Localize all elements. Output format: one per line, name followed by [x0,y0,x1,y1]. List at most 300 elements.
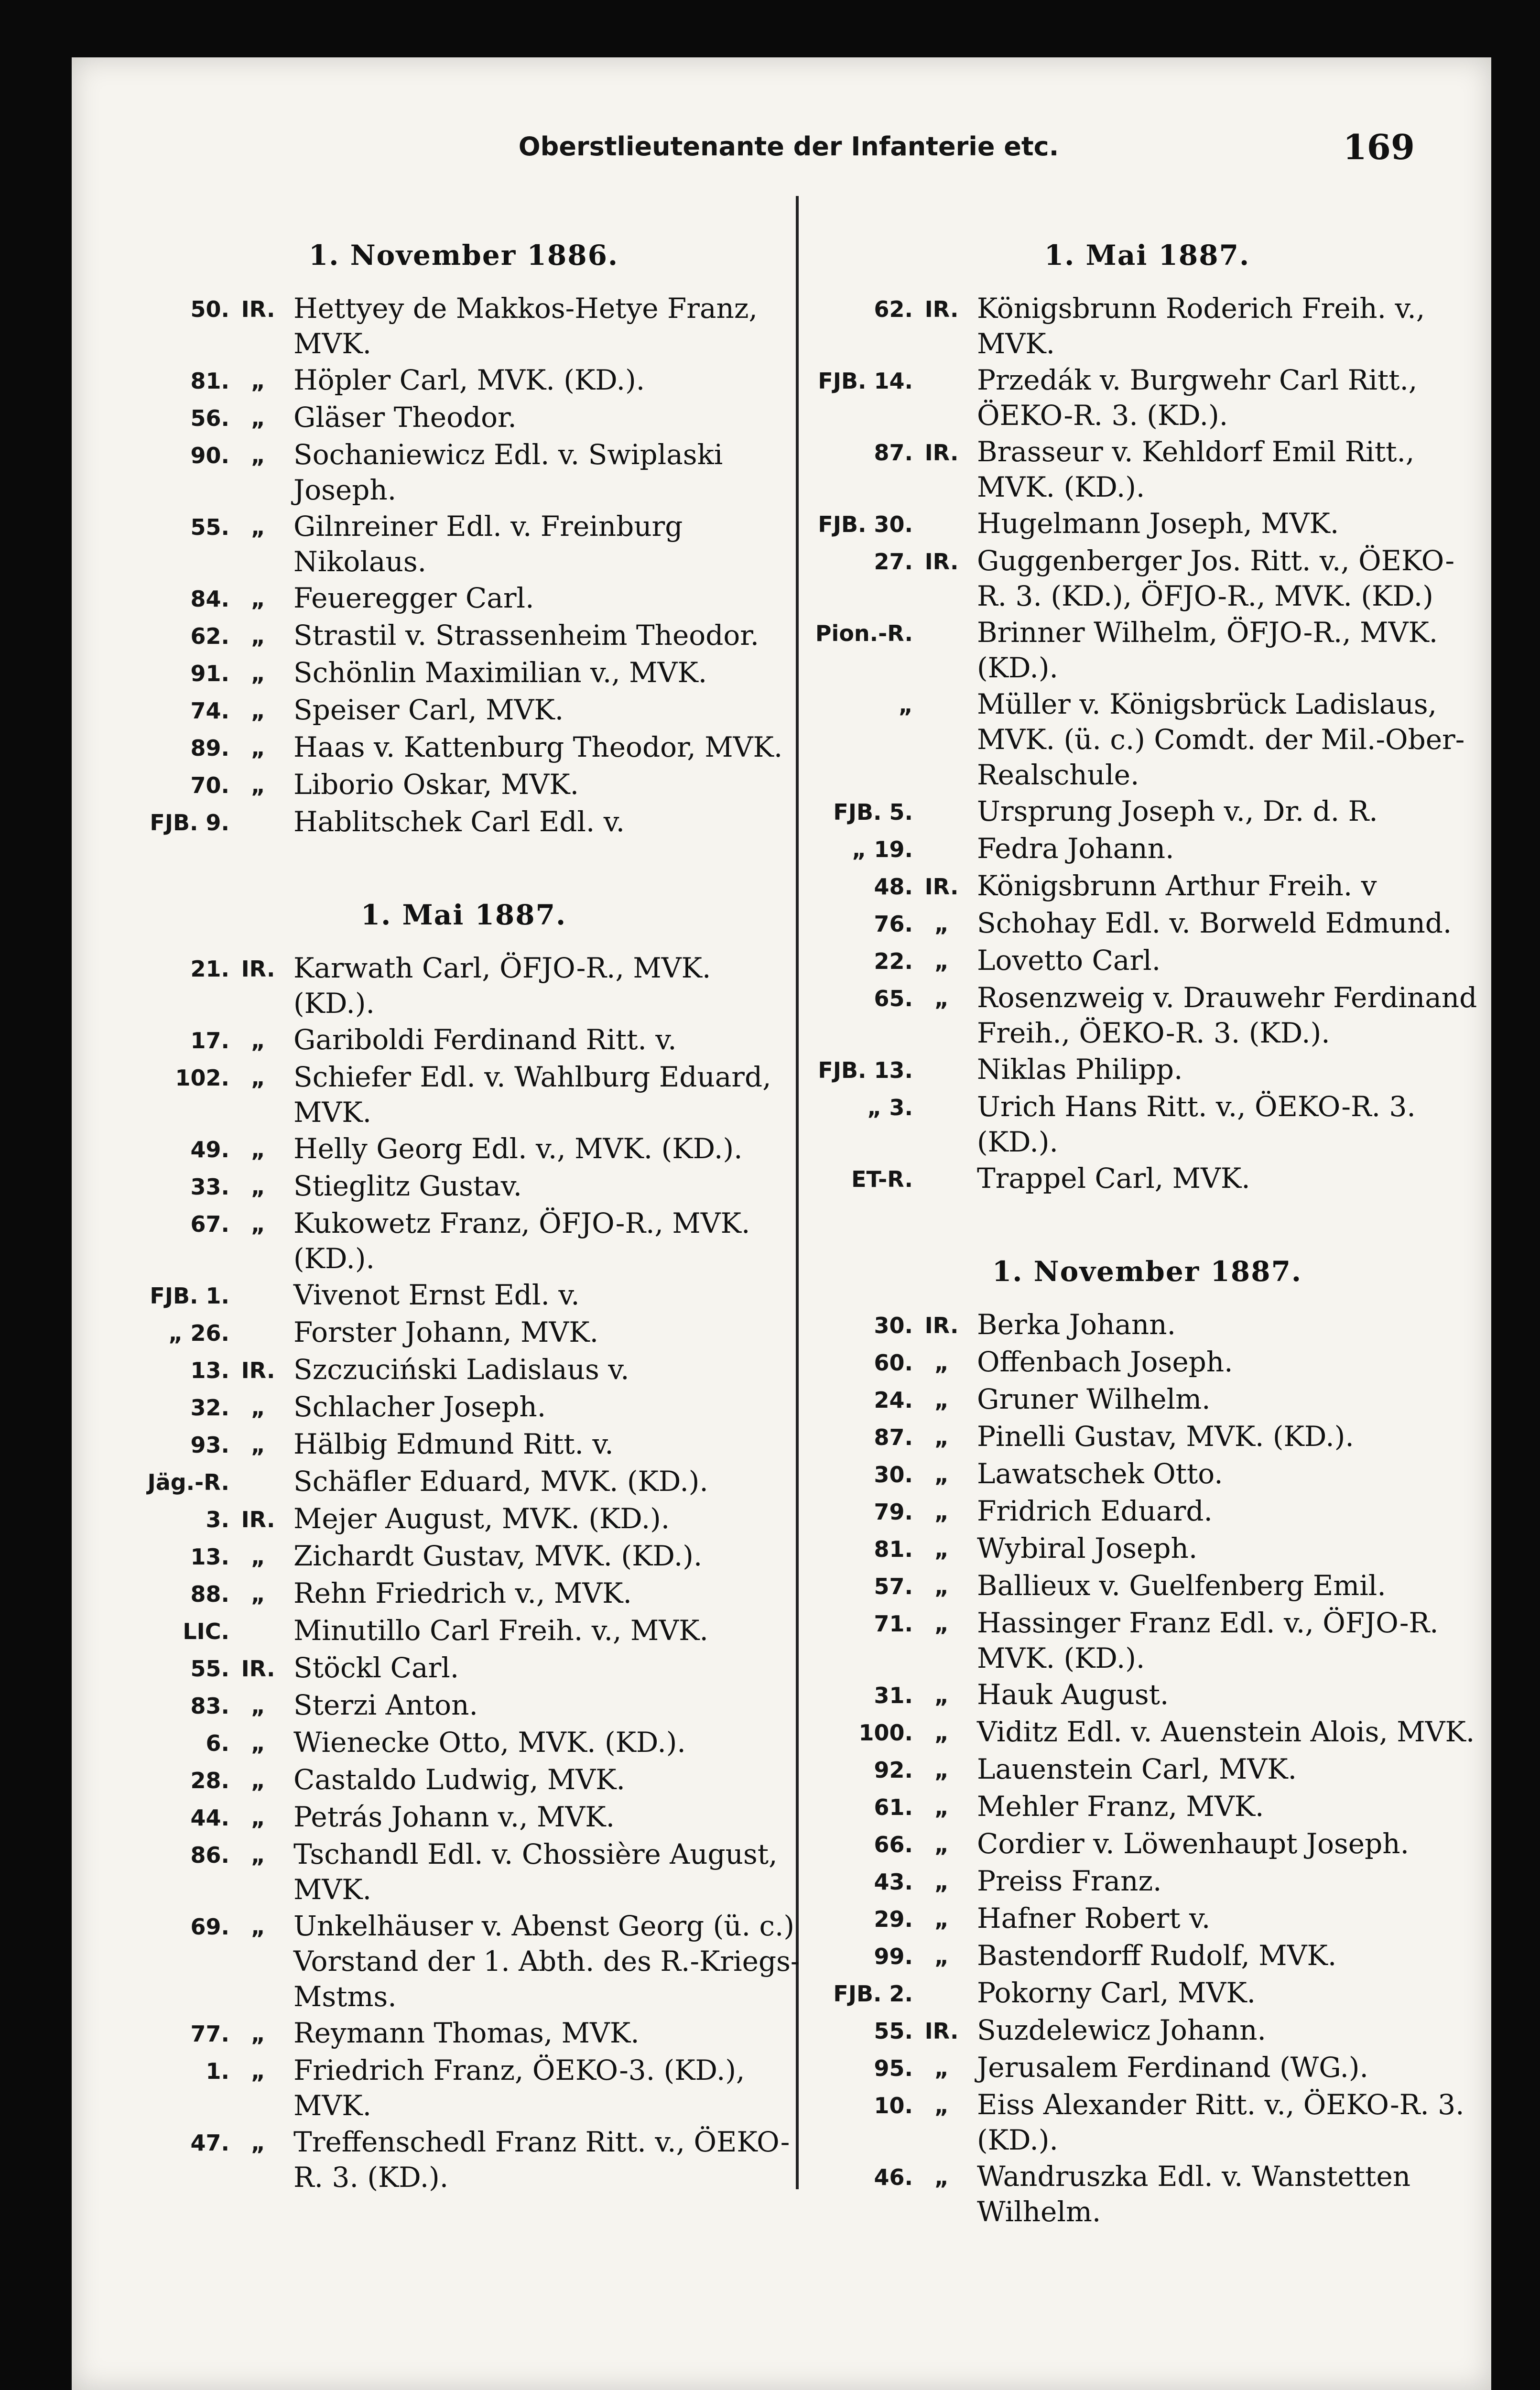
entry-name: Gläser Theodor. [293,401,517,434]
roster-entry [124,1022,803,1058]
section-gap [124,841,803,899]
roster-entry [124,950,803,1021]
roster-entry [124,437,803,508]
entry-regiment: „ [934,1794,949,1820]
roster-entry [808,1789,1486,1825]
entry-rank-number: Jäg.-R. [147,1469,229,1495]
roster-entry [124,1131,803,1167]
entry-rank-number: 84. [190,586,229,612]
entry-rank-number: 90. [190,443,229,468]
entry-name: Forster Johann, MVK. [293,1316,598,1348]
roster-entry [808,1568,1486,1604]
entry-regiment [229,1464,287,1500]
entry-regiment: „ [250,1842,266,1868]
entry-rank-number: 66. [874,1832,913,1858]
entry-rank-number: FJB. 1. [150,1283,229,1309]
entry-name: Müller v. Königsbrück Ladislaus, MVK. (ü. c.) Comdt. der Mil.-Ober-Realschule. [977,688,1465,791]
entry-name: Sochaniewicz Edl. v. Swiplaski Joseph. [293,438,723,506]
entry-name: Gruner Wilhelm. [977,1383,1211,1415]
entry-regiment: „ [934,1536,949,1562]
entry-name: Reymann Thomas, MVK. [293,2017,640,2049]
entry-rank-number: 89. [190,735,229,761]
entry-name: Offenbach Joseph. [977,1346,1233,1378]
entry-rank-number: 92. [874,1757,913,1783]
page-header [72,127,1491,174]
roster-entry [124,1314,803,1351]
roster-entry [808,1531,1486,1567]
roster-entry [808,686,1486,793]
roster-entry [808,2012,1486,2049]
entry-regiment [913,793,970,830]
entry-name: Ballieux v. Guelfenberg Emil. [977,1569,1386,1602]
entry-name: Vivenot Ernst Edl. v. [293,1279,580,1311]
entry-regiment: IR. [924,296,959,322]
entry-regiment: IR. [241,1358,275,1383]
entry-name: Tschandl Edl. v. Chossière August, MVK. [293,1838,778,1906]
entry-rank-number: 74. [190,698,229,724]
roster-entry [124,1464,803,1500]
entry-name: Karwath Carl, ÖFJO-R., MVK. (KD.). [293,952,711,1020]
roster-entry [808,2050,1486,2086]
entry-regiment: „ [934,2164,949,2190]
entry-regiment: „ [250,1768,266,1793]
roster-entry [808,1493,1486,1530]
entry-regiment: „ [934,986,949,1011]
entry-regiment: „ [250,1432,266,1458]
entry-regiment: IR. [241,956,275,982]
roster-entry [808,831,1486,867]
entry-name: Gariboldi Ferdinand Ritt. v. [293,1023,677,1056]
entry-regiment: „ [934,1906,949,1932]
roster-entry [124,1650,803,1686]
entry-name: Rosenzweig v. Drauwehr Ferdinand Freih., ÖEKO-R. 3. (KD.). [977,981,1477,1049]
roster-entry [124,1687,803,1724]
roster-entry [124,291,803,361]
entry-rank-number: 88. [190,1581,229,1607]
entry-regiment [913,615,970,685]
entry-regiment: „ [250,698,266,724]
entry-rank-number: 13. [190,1544,229,1570]
entry-rank-number: 44. [190,1805,229,1831]
entry-rank-number: 62. [190,623,229,649]
roster-entry [124,729,803,766]
roster-entry [124,1725,803,1761]
roster-entry [808,291,1486,361]
entry-regiment [913,1089,970,1160]
entry-rank-number: 30. [874,1462,913,1488]
entry-rank-number: 17. [190,1028,229,1054]
entry-rank-number: 76. [874,911,913,937]
entry-regiment: IR. [241,296,275,322]
entry-name: Königsbrunn Roderich Freih. v., MVK. [977,292,1425,360]
entry-regiment: „ [250,405,266,431]
roster-entry [124,804,803,840]
entry-name: Brinner Wilhelm, ÖFJO-R., MVK. (KD.). [977,616,1438,684]
entry-rank-number: 81. [874,1536,913,1562]
roster-entry [124,1389,803,1425]
entry-regiment: „ [250,514,266,540]
entry-regiment: „ [934,1869,949,1895]
entry-name: Hassinger Franz Edl. v., ÖFJO-R. MVK. (KD.). [977,1607,1439,1674]
entry-regiment: „ [934,911,949,937]
entry-name: Schäfler Eduard, MVK. (KD.). [293,1465,708,1498]
entry-name: Przedák v. Burgwehr Carl Ritt., ÖEKO-R. 3. (KD.). [977,364,1418,432]
entry-rank-number: 91. [190,661,229,686]
roster-entry [124,509,803,579]
entry-rank-number: 28. [190,1768,229,1793]
entry-regiment: „ [250,1730,266,1756]
entry-rank-number: 31. [874,1683,913,1708]
roster-entry [808,362,1486,433]
entry-name: Strastil v. Strassenheim Theodor. [293,619,759,652]
section-heading: 1. Mai 1887. [360,899,567,931]
entry-name: Hafner Robert v. [977,1902,1211,1934]
roster-entry [124,1836,803,1907]
roster-entry [124,362,803,399]
entry-regiment: „ [250,661,266,686]
entry-name: Kukowetz Franz, ÖFJO-R., MVK. (KD.). [293,1207,750,1275]
entry-regiment [913,686,970,793]
entry-rank-number: FJB. 30. [818,511,913,537]
entry-rank-number: 93. [190,1432,229,1458]
entry-name: Königsbrunn Arthur Freih. v [977,869,1377,902]
entry-rank-number: 29. [874,1906,913,1932]
entry-rank-number: ET-R. [851,1166,913,1192]
entry-rank-number: 61. [874,1794,913,1820]
entry-regiment: „ [250,1174,266,1200]
entry-regiment: „ [250,368,266,394]
entry-regiment [913,362,970,433]
entry-rank-number: FJB. 13. [818,1057,913,1083]
entry-regiment: „ [934,1832,949,1858]
roster-entry [808,1826,1486,1862]
entry-regiment: IR. [924,874,959,900]
entry-rank-number: 69. [190,1914,229,1940]
entry-regiment: „ [934,2093,949,2118]
entry-rank-number: 3. [206,1507,229,1532]
entry-name: Brasseur v. Kehldorf Emil Ritt., MVK. (KD.). [977,435,1415,503]
entry-regiment: „ [250,623,266,649]
roster-entry [124,1501,803,1537]
entry-rank-number: 70. [190,772,229,798]
roster-entry [808,615,1486,685]
entry-name: Szczuciński Ladislaus v. [293,1353,629,1386]
entry-regiment: „ [934,1757,949,1783]
entry-rank-number: 55. [190,1656,229,1682]
roster-entry [808,2159,1486,2229]
entry-regiment: „ [250,1581,266,1607]
roster-entry [124,1168,803,1205]
roster-entry [124,692,803,728]
entry-name: Schlacher Joseph. [293,1391,546,1423]
roster-entry [124,580,803,617]
entry-name: Mehler Franz, MVK. [977,1790,1264,1823]
entry-name: Sterzi Anton. [293,1689,478,1721]
entry-rank-number: 33. [190,1174,229,1200]
entry-rank-number: 77. [190,2021,229,2047]
entry-regiment [229,804,287,840]
entry-rank-number: 56. [190,405,229,431]
entry-name: Petrás Johann v., MVK. [293,1801,615,1833]
entry-name: Stöckl Carl. [293,1651,459,1684]
entry-name: Preiss Franz. [977,1865,1162,1897]
entry-name: Wandruszka Edl. v. Wanstetten Wilhelm. [977,2160,1411,2228]
entry-regiment: IR. [924,549,959,575]
roster-entry [124,1352,803,1388]
entry-regiment: IR. [241,1656,275,1682]
roster-entry [808,793,1486,830]
entry-regiment: „ [250,2058,266,2084]
entry-rank-number: 95. [874,2055,913,2081]
entry-rank-number: FJB. 5. [833,799,913,825]
entry-name: Unkelhäuser v. Abenst Georg (ü. c.) Vorstand der 1. Abth. des R.-Kriegs-Mstms. [293,1910,800,2013]
entry-name: Pinelli Gustav, MVK. (KD.). [977,1420,1354,1453]
entry-regiment: „ [250,735,266,761]
entry-regiment: „ [934,948,949,974]
entry-name: Hälbig Edmund Ritt. v. [293,1428,614,1460]
roster-entry [124,1575,803,1612]
entry-regiment: „ [250,2130,266,2156]
entry-regiment: „ [934,1683,949,1708]
entry-name: Wienecke Otto, MVK. (KD.). [293,1726,686,1759]
entry-regiment: „ [250,443,266,468]
entry-rank-number: 67. [190,1211,229,1237]
entry-name: Minutillo Carl Freih. v., MVK. [293,1614,708,1647]
entry-name: Lawatschek Otto. [977,1457,1223,1490]
entry-regiment: „ [250,1395,266,1421]
running-title: Oberstlieutenante der Infanterie etc. [518,131,1059,162]
entry-rank-number: 30. [874,1313,913,1338]
roster-entry [808,1605,1486,1676]
roster-entry [124,1762,803,1798]
entry-name: Cordier v. Löwenhaupt Joseph. [977,1827,1410,1860]
entry-name: Ursprung Joseph v., Dr. d. R. [977,795,1378,827]
book-page [72,57,1491,2390]
entry-name: Pokorny Carl, MVK. [977,1977,1256,2009]
entry-rank-number: 100. [858,1720,913,1746]
roster-entry [124,2053,803,2123]
entry-rank-number: 13. [190,1358,229,1383]
entry-regiment: „ [250,1065,266,1091]
section-gap [808,1198,1486,1255]
entry-name: Eiss Alexander Ritt. v., ÖEKO-R. 3. (KD.). [977,2088,1464,2156]
roster-entry [808,2087,1486,2158]
roster-entry [808,1677,1486,1713]
entry-regiment: IR. [241,1507,275,1532]
entry-regiment [229,1277,287,1314]
roster-entry [808,868,1486,904]
entry-name: Viditz Edl. v. Auenstein Alois, MVK. [977,1716,1475,1748]
roster-entry [124,1206,803,1276]
entry-name: Schiefer Edl. v. Wahlburg Eduard, MVK. [293,1061,771,1129]
entry-rank-number: 87. [874,1424,913,1450]
entry-regiment: „ [250,1211,266,1237]
entry-regiment: „ [250,586,266,612]
entry-name: Liborio Oskar, MVK. [293,768,579,801]
entry-name: Rehn Friedrich v., MVK. [293,1577,632,1609]
roster-entry [808,1381,1486,1418]
entry-rank-number: 47. [190,2130,229,2156]
roster-entry [124,655,803,691]
entry-name: Stieglitz Gustav. [293,1170,522,1202]
right-column [808,239,1486,2230]
entry-name: Niklas Philipp. [977,1053,1183,1086]
entry-regiment [913,1975,970,2011]
roster-entry [808,1751,1486,1788]
roster-entry [808,434,1486,505]
entry-rank-number: 27. [874,549,913,575]
roster-entry [808,1089,1486,1160]
entry-regiment [229,1314,287,1351]
entry-rank-number: 55. [190,514,229,540]
roster-entry [808,1161,1486,1197]
entry-name: Hauk August. [977,1678,1169,1711]
entry-name: Wybiral Joseph. [977,1532,1198,1564]
entry-rank-number: 48. [874,874,913,900]
entry-regiment: IR. [924,2018,959,2044]
entry-rank-number: 6. [206,1730,229,1756]
entry-name: Suzdelewicz Johann. [977,2014,1266,2046]
roster-entry [808,1344,1486,1380]
entry-name: Speiser Carl, MVK. [293,694,564,726]
entry-rank-number: 99. [874,1944,913,1969]
entry-name: Lovetto Carl. [977,944,1161,977]
entry-rank-number: 81. [190,368,229,394]
entry-regiment: „ [934,1574,949,1599]
entry-regiment: „ [250,1028,266,1054]
entry-name: Fridrich Eduard. [977,1495,1213,1527]
entry-regiment: „ [250,1914,266,1940]
entry-name: Schohay Edl. v. Borweld Edmund. [977,907,1452,939]
entry-regiment: „ [250,1137,266,1162]
entry-name: Helly Georg Edl. v., MVK. (KD.). [293,1132,743,1165]
entry-rank-number: FJB. 2. [833,1981,913,2007]
entry-name: Schönlin Maximilian v., MVK. [293,656,707,689]
entry-name: Hablitschek Carl Edl. v. [293,805,625,838]
entry-regiment: „ [250,2021,266,2047]
entry-name: Friedrich Franz, ÖEKO-3. (KD.), MVK. [293,2054,745,2122]
entry-rank-number: FJB. 14. [818,368,913,394]
entry-name: Guggenberger Jos. Ritt. v., ÖEKO-R. 3. (KD.), ÖFJO-R., MVK. (KD.) [977,544,1455,612]
entry-regiment [229,1613,287,1649]
entry-regiment [913,506,970,542]
roster-entry [808,1901,1486,1937]
roster-entry [808,1938,1486,1974]
entry-regiment [913,1161,970,1197]
roster-entry [808,506,1486,542]
entry-rank-number: 50. [190,296,229,322]
entry-regiment: „ [250,1693,266,1719]
entry-name: Hugelmann Joseph, MVK. [977,507,1339,540]
entry-regiment: „ [934,1720,949,1746]
roster-entry [124,1277,803,1314]
roster-entry [124,2124,803,2195]
entry-name: Mejer August, MVK. (KD.). [293,1502,670,1535]
entry-rank-number: 32. [190,1395,229,1421]
entry-regiment [913,831,970,867]
roster-entry [124,1613,803,1649]
entry-rank-number: 46. [874,2164,913,2190]
entry-rank-number: 57. [874,1574,913,1599]
entry-rank-number: „ [898,692,913,718]
roster-entry [124,1059,803,1130]
roster-entry [124,1799,803,1836]
entry-rank-number: 21. [190,956,229,982]
entry-name: Trappel Carl, MVK. [977,1162,1250,1195]
roster-entry [808,943,1486,979]
section-heading: 1. November 1887. [992,1255,1302,1288]
entry-rank-number: 22. [874,948,913,974]
roster-entry [808,1975,1486,2011]
entry-regiment: „ [934,1424,949,1450]
roster-entry [808,980,1486,1051]
entry-regiment: „ [934,2055,949,2081]
entry-rank-number: 65. [874,986,913,1011]
entry-rank-number: 43. [874,1869,913,1895]
entry-name: Bastendorff Rudolf, MVK. [977,1939,1337,1972]
roster-entry [808,905,1486,942]
roster-entry [124,2015,803,2052]
entry-rank-number: 87. [874,440,913,466]
entry-rank-number: 24. [874,1387,913,1413]
entry-name: Höpler Carl, MVK. (KD.). [293,364,645,396]
roster-entry [808,543,1486,614]
entry-rank-number: 60. [874,1350,913,1376]
roster-entry [124,618,803,654]
entry-rank-number: „ 26. [168,1320,229,1346]
entry-regiment: „ [934,1611,949,1637]
entry-rank-number: FJB. 9. [150,810,229,836]
roster-entry [808,1863,1486,1900]
entry-name: Haas v. Kattenburg Theodor, MVK. [293,731,783,763]
entry-rank-number: Pion.-R. [815,620,913,646]
roster-entry [808,1307,1486,1343]
entry-regiment: „ [250,772,266,798]
entry-name: Urich Hans Ritt. v., ÖEKO-R. 3. (KD.). [977,1090,1416,1158]
entry-rank-number: 62. [874,296,913,322]
entry-regiment [913,1052,970,1088]
roster-entry [124,400,803,436]
entry-rank-number: 86. [190,1842,229,1868]
entry-regiment: „ [934,1462,949,1488]
entry-name: Gilnreiner Edl. v. Freinburg Nikolaus. [293,510,683,578]
left-column [124,239,803,2196]
entry-name: Fedra Johann. [977,832,1174,865]
roster-entry [124,1426,803,1463]
entry-rank-number: 71. [874,1611,913,1637]
entry-regiment: „ [934,1387,949,1413]
entry-rank-number: 10. [874,2093,913,2118]
entry-regiment: „ [934,1350,949,1376]
entry-rank-number: „ 3. [867,1095,913,1120]
entry-name: Jerusalem Ferdinand (WG.). [977,2051,1368,2084]
entry-regiment: IR. [924,440,959,466]
section-heading: 1. Mai 1887. [1044,239,1250,272]
entry-regiment: „ [250,1805,266,1831]
entry-regiment: „ [250,1544,266,1570]
entry-rank-number: 79. [874,1499,913,1525]
entry-rank-number: 102. [175,1065,229,1091]
entry-rank-number: 55. [874,2018,913,2044]
roster-entry [808,1419,1486,1455]
roster-entry [808,1456,1486,1492]
entry-regiment: „ [934,1944,949,1969]
entry-rank-number: 49. [190,1137,229,1162]
roster-entry [808,1714,1486,1750]
roster-entry [124,1538,803,1575]
section-heading: 1. November 1886. [308,239,619,272]
entry-rank-number: LIC. [183,1619,229,1644]
